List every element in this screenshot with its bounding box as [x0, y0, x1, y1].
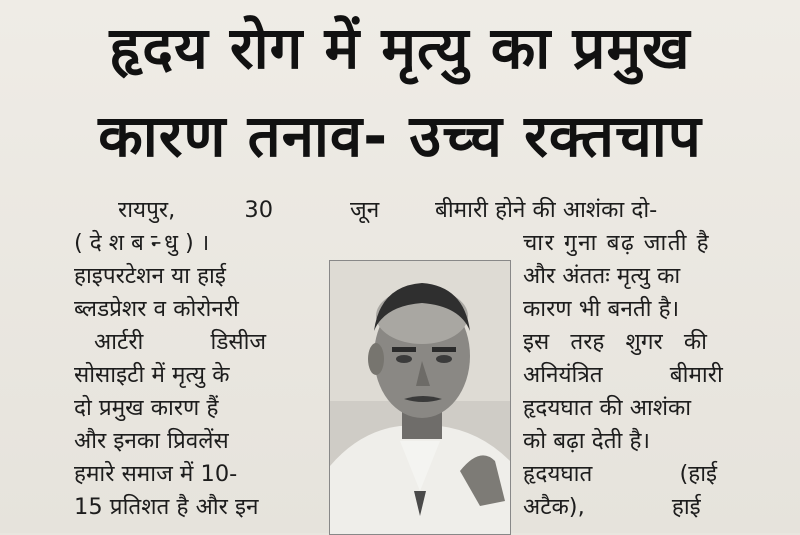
- left-line-5: दो प्रमुख कारण हैं: [74, 395, 219, 421]
- left-line-7: हमारे समाज में 10-: [74, 461, 238, 487]
- left-line-3-text: आर्टरी डिसीज: [94, 329, 267, 355]
- right-line-1: बीमारी होने की आशंका दो-: [435, 197, 658, 223]
- headline-line-1: हृदय रोग में मृत्यु का प्रमुख: [109, 14, 691, 82]
- right-line-6: अनियंत्रित बीमारी: [523, 362, 723, 388]
- dateline-city: रायपुर,: [118, 197, 176, 223]
- dateline-day: 30: [244, 197, 274, 223]
- left-column: [74, 194, 330, 524]
- left-line-4: सोसाइटी में मृत्यु के: [74, 362, 230, 388]
- dateline-month: जून: [350, 197, 380, 223]
- dateline-city-line: [74, 194, 330, 227]
- right-line-5: इस तरह शुगर की: [523, 329, 707, 355]
- left-line-1: हाइपरटेशन या हाई: [74, 263, 226, 289]
- left-line-2: ब्लडप्रेशर व कोरोनरी: [74, 296, 239, 322]
- left-line-6: और इनका प्रिवलेंस: [74, 428, 229, 454]
- headline-line-2: कारण तनाव- उच्च रक्तचाप: [98, 102, 702, 170]
- right-line-7: हृदयघात की आशंका: [523, 395, 692, 421]
- portrait-photo-icon: [330, 261, 510, 534]
- dateline-source: (देशबन्धु)।: [74, 230, 217, 256]
- right-line-4: कारण भी बनती है।: [523, 296, 680, 322]
- portrait-photo: [329, 260, 511, 535]
- right-line-3: और अंततः मृत्यु का: [523, 263, 681, 289]
- right-column: [435, 194, 793, 524]
- right-line-9: हृदयघात (हाई: [523, 461, 718, 487]
- right-line-8: को बढ़ा देती है।: [523, 428, 650, 454]
- right-line-10: अटैक), हाई: [523, 494, 701, 520]
- left-line-8: 15 प्रतिशत है और इन: [74, 494, 259, 520]
- right-line-2: चार गुना बढ़ जाती है: [523, 230, 711, 256]
- left-line-3: [74, 326, 330, 359]
